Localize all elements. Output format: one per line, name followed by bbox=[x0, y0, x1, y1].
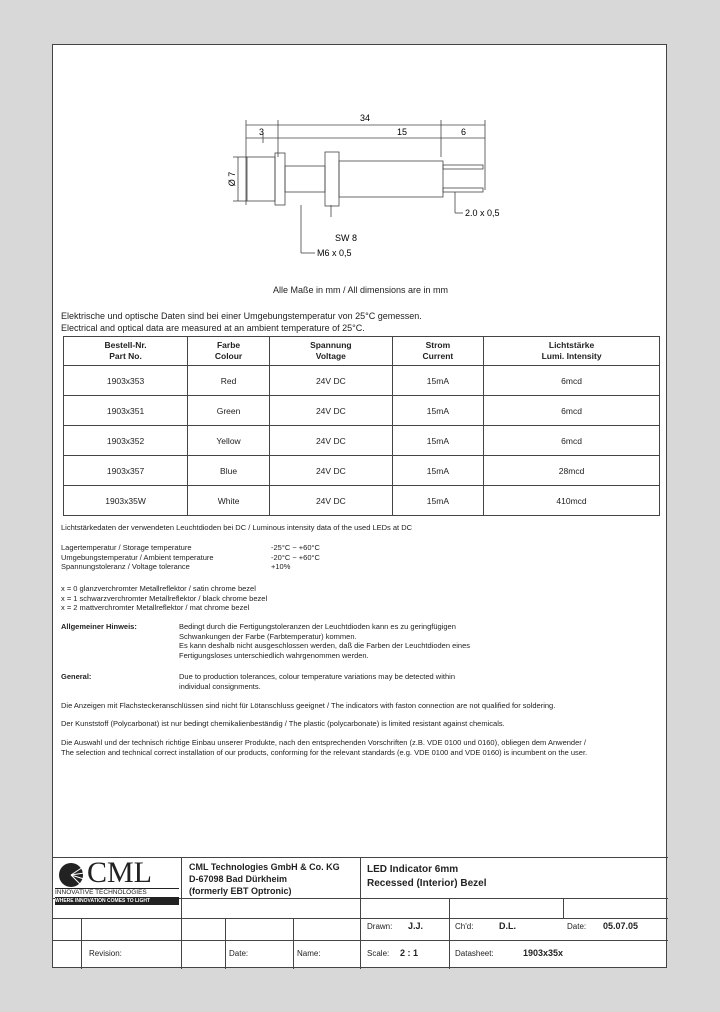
cml-logo-icon bbox=[57, 861, 85, 889]
intensity-note: Lichtstärkedaten der verwendeten Leuchtdioden bei DC / Luminous intensity data of the used LEDs at DC bbox=[61, 523, 413, 532]
company-name: CML Technologies GmbH & Co. KG bbox=[189, 862, 340, 872]
product-variant: Recessed (Interior) Bezel bbox=[367, 878, 487, 889]
cell-intensity: 6mcd bbox=[484, 366, 660, 396]
table-row bbox=[64, 456, 660, 486]
product-title bbox=[367, 863, 487, 891]
temp-value: +10% bbox=[271, 562, 291, 571]
table-header-row bbox=[64, 337, 660, 366]
general-de-line: Fertigungsloses unterschiedlich wahrgenommen werden. bbox=[179, 650, 369, 660]
drawn-label: Drawn: bbox=[367, 922, 393, 931]
company-former: (formerly EBT Optronic) bbox=[189, 886, 292, 896]
dim-thread: M6 x 0,5 bbox=[317, 248, 352, 258]
header-intensity: Lichtstärke Lumi. Intensity bbox=[484, 337, 660, 366]
intro-en: Electrical and optical data are measured at an ambient temperature of 25°C. bbox=[61, 323, 365, 333]
cml-logo-tag: WHERE INNOVATION COMES TO LIGHT bbox=[55, 897, 179, 905]
general-en-line: Due to production tolerances, colour temperature variations may be detected within bbox=[179, 672, 455, 681]
intro-text bbox=[61, 310, 422, 334]
cell-intensity: 28mcd bbox=[484, 456, 660, 486]
cell-current: 15mA bbox=[392, 456, 483, 486]
general-en-line: individual consignments. bbox=[179, 681, 261, 691]
cell-colour: Yellow bbox=[188, 426, 270, 456]
solder-note: Die Anzeigen mit Flachsteckeranschlüssen sind nicht für Lötanschluss geeignet / The indicators with faston connection are not qualified for soldering. bbox=[61, 701, 556, 710]
cell-colour: White bbox=[188, 486, 270, 516]
company-address bbox=[189, 861, 340, 897]
temp-values bbox=[271, 543, 320, 572]
temp-labels bbox=[61, 543, 214, 572]
product-name: LED Indicator 6mm bbox=[367, 864, 459, 875]
dim-diameter: Ø 7 bbox=[227, 171, 237, 187]
general-en-label: General: bbox=[61, 672, 92, 681]
date-value: 05.07.05 bbox=[603, 921, 639, 931]
cell-part: 1903x35W bbox=[64, 486, 188, 516]
cml-logo-sub: INNOVATIVE TECHNOLOGIES bbox=[55, 888, 179, 896]
cell-voltage: 24V DC bbox=[269, 396, 392, 426]
checked-value: D.L. bbox=[499, 921, 516, 931]
header-current: Strom Current bbox=[392, 337, 483, 366]
dimension-drawing bbox=[53, 45, 668, 275]
cell-intensity: 410mcd bbox=[484, 486, 660, 516]
cell-current: 15mA bbox=[392, 426, 483, 456]
cell-part: 1903x351 bbox=[64, 396, 188, 426]
spec-table bbox=[63, 336, 660, 516]
table-row bbox=[64, 366, 660, 396]
cell-part: 1903x357 bbox=[64, 456, 188, 486]
cell-colour: Red bbox=[188, 366, 270, 396]
cell-voltage: 24V DC bbox=[269, 426, 392, 456]
table-row bbox=[64, 426, 660, 456]
scale-value: 2 : 1 bbox=[400, 948, 419, 958]
cell-intensity: 6mcd bbox=[484, 396, 660, 426]
cell-voltage: 24V DC bbox=[269, 366, 392, 396]
dim-b: 15 bbox=[397, 127, 408, 137]
general-de-line: Es kann deshalb nicht ausgeschlossen werden, daß die Farben der Leuchtdioden eines bbox=[179, 641, 471, 650]
checked-label: Ch'd: bbox=[455, 922, 474, 931]
scale-label: Scale: bbox=[367, 949, 390, 958]
temp-value: -20°C ~ +60°C bbox=[271, 552, 320, 562]
table-row bbox=[64, 396, 660, 426]
finish-item: x = 0 glanzverchromter Metallreflektor / satin chrome bezel bbox=[61, 584, 256, 593]
cell-current: 15mA bbox=[392, 396, 483, 426]
revision-date-label: Date: bbox=[229, 949, 249, 958]
general-de-text bbox=[179, 622, 470, 660]
general-de-line: Bedingt durch die Fertigungstoleranzen der Leuchtdioden kann es zu geringfügigen bbox=[179, 622, 456, 631]
temp-value: -25°C ~ +60°C bbox=[271, 543, 320, 552]
temp-label: Lagertemperatur / Storage temperature bbox=[61, 543, 192, 552]
cell-voltage: 24V DC bbox=[269, 456, 392, 486]
datasheet-value: 1903x35x bbox=[523, 948, 564, 958]
date-label: Date: bbox=[567, 922, 587, 931]
revision-label: Revision: bbox=[89, 949, 122, 958]
datasheet-label: Datasheet: bbox=[455, 949, 494, 958]
cell-current: 15mA bbox=[392, 486, 483, 516]
cell-part: 1903x352 bbox=[64, 426, 188, 456]
installation-note bbox=[61, 738, 661, 757]
header-voltage: Spannung Voltage bbox=[269, 337, 392, 366]
header-colour: Farbe Colour bbox=[188, 337, 270, 366]
cell-colour: Blue bbox=[188, 456, 270, 486]
dim-pin: 2.0 x 0,5 bbox=[465, 208, 500, 218]
dim-total: 34 bbox=[359, 113, 371, 123]
revision-name-label: Name: bbox=[297, 949, 321, 958]
finish-list bbox=[61, 584, 267, 613]
installation-note-de: Die Auswahl und der technisch richtige Einbau unserer Produkte, nach den entsprechenden Vorschriften (z.B. VDE 0100 und 0160), obliegen dem Anwender / bbox=[61, 738, 586, 747]
installation-note-en: The selection and technical correct installation of our products, conforming for the relevant standards (e.g. VDE 0100 and VDE 0160) is incumbent on the user. bbox=[61, 747, 588, 757]
cell-current: 15mA bbox=[392, 366, 483, 396]
dim-sw: SW 8 bbox=[335, 233, 358, 243]
dim-a: 3 bbox=[259, 127, 265, 137]
cell-intensity: 6mcd bbox=[484, 426, 660, 456]
plastic-note: Der Kunststoff (Polycarbonat) ist nur bedingt chemikalienbeständig / The plastic (polycarbonate) is limited resistant against chemicals. bbox=[61, 719, 505, 728]
units-note: Alle Maße in mm / All dimensions are in mm bbox=[272, 285, 449, 295]
header-part: Bestell-Nr. Part No. bbox=[64, 337, 188, 366]
temp-label: Umgebungstemperatur / Ambient temperature bbox=[61, 552, 214, 562]
table-row bbox=[64, 486, 660, 516]
cml-logo-text: CML bbox=[87, 856, 153, 889]
company-city: D-67098 Bad Dürkheim bbox=[189, 874, 288, 884]
cell-colour: Green bbox=[188, 396, 270, 426]
finish-item: x = 2 mattverchromter Metallreflektor / mat chrome bezel bbox=[61, 603, 250, 612]
intro-de: Elektrische und optische Daten sind bei einer Umgebungstemperatur von 25°C gemessen. bbox=[61, 311, 422, 321]
drawn-value: J.J. bbox=[408, 921, 424, 931]
datasheet-sheet bbox=[52, 44, 667, 968]
temp-label: Spannungstoleranz / Voltage tolerance bbox=[61, 562, 190, 571]
cell-part: 1903x353 bbox=[64, 366, 188, 396]
finish-item: x = 1 schwarzverchromter Metallreflektor / black chrome bezel bbox=[61, 593, 268, 603]
general-de-label: Allgemeiner Hinweis: bbox=[61, 622, 137, 631]
dim-c: 6 bbox=[461, 127, 467, 137]
general-de-line: Schwankungen der Farbe (Farbtemperatur) kommen. bbox=[179, 631, 357, 641]
cell-voltage: 24V DC bbox=[269, 486, 392, 516]
general-en-text bbox=[179, 672, 455, 691]
